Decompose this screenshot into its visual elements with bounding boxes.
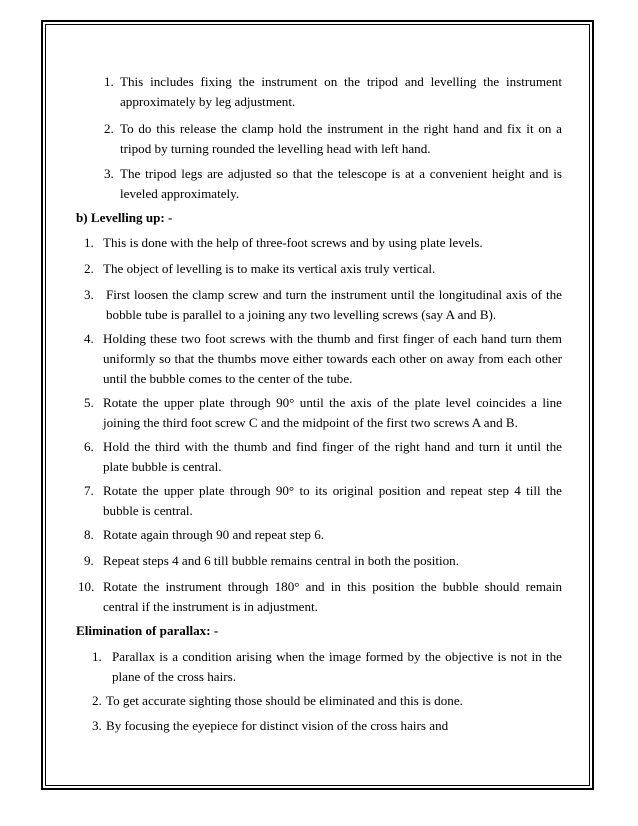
list-number: 10. <box>78 579 95 594</box>
list-item <box>104 164 562 204</box>
list-text: This is done with the help of three-foot screws and by using plate levels. <box>103 235 483 250</box>
list-text: By focusing the eyepiece for distinct vision of the cross hairs and <box>106 718 449 733</box>
list-number: 6. <box>84 439 94 454</box>
list-text: Holding these two foot screws with the thumb and first finger of each hand turn them uniformly so that the thumbs move either towards each other on away from each other until the bubble comes to the center of the tube. <box>103 331 562 386</box>
list-text: Parallax is a condition arising when the image formed by the objective is not in the plane of the cross hairs. <box>112 649 562 684</box>
list-item <box>84 329 562 389</box>
list-text: First loosen the clamp screw and turn the instrument until the longitudinal axis of the bobble tube is parallel to a joining any two levelling screws (say A and B). <box>106 287 562 322</box>
list-number: 1. <box>104 74 114 89</box>
list-number: 2. <box>104 121 114 136</box>
list-item <box>104 119 562 159</box>
list-item <box>92 647 562 687</box>
list-item <box>84 551 562 571</box>
list-item <box>78 577 562 617</box>
list-number: 5. <box>84 395 94 410</box>
list-number: 3. <box>84 287 94 302</box>
list-number: 2. <box>84 261 94 276</box>
list-number: 3. <box>104 166 114 181</box>
list-item <box>92 691 562 711</box>
list-text: The object of levelling is to make its vertical axis truly vertical. <box>103 261 436 276</box>
list-text: Rotate the upper plate through 90° to its original position and repeat step 4 till the bubble is central. <box>103 483 562 518</box>
list-number: 8. <box>84 527 94 542</box>
list-number: 4. <box>84 331 94 346</box>
list-item <box>84 437 562 477</box>
list-item <box>92 716 562 736</box>
list-item <box>84 393 562 433</box>
list-text: This includes fixing the instrument on the tripod and levelling the instrument approximately by leg adjustment. <box>120 74 562 109</box>
list-text: To do this release the clamp hold the instrument in the right hand and fix it on a tripod by turning rounded the levelling head with left hand. <box>120 121 562 156</box>
list-item <box>84 525 562 545</box>
list-item <box>84 259 562 279</box>
list-text: Repeat steps 4 and 6 till bubble remains central in both the position. <box>103 553 460 568</box>
list-number: 2. <box>92 693 102 708</box>
section-heading-levelling: b) Levelling up: - <box>76 210 173 225</box>
list-text: Rotate again through 90 and repeat step 6. <box>103 527 325 542</box>
list-item <box>84 481 562 521</box>
list-number: 1. <box>92 649 102 664</box>
list-item <box>84 233 562 253</box>
list-number: 9. <box>84 553 94 568</box>
list-item <box>104 72 562 112</box>
list-text: To get accurate sighting those should be eliminated and this is done. <box>106 693 463 708</box>
section-heading-parallax: Elimination of parallax: - <box>76 623 219 638</box>
list-number: 3. <box>92 718 102 733</box>
list-text: The tripod legs are adjusted so that the telescope is at a convenient height and is leveled approximately. <box>120 166 562 201</box>
list-text: Hold the third with the thumb and find finger of the right hand and turn it until the plate bubble is central. <box>103 439 562 474</box>
list-text: Rotate the upper plate through 90° until the axis of the plate level coincides a line joining the third foot screw C and the midpoint of the first two screws A and B. <box>103 395 562 430</box>
list-item <box>84 285 562 325</box>
list-number: 7. <box>84 483 94 498</box>
list-text: Rotate the instrument through 180° and in this position the bubble should remain central if the instrument is in adjustment. <box>103 579 562 614</box>
list-number: 1. <box>84 235 94 250</box>
